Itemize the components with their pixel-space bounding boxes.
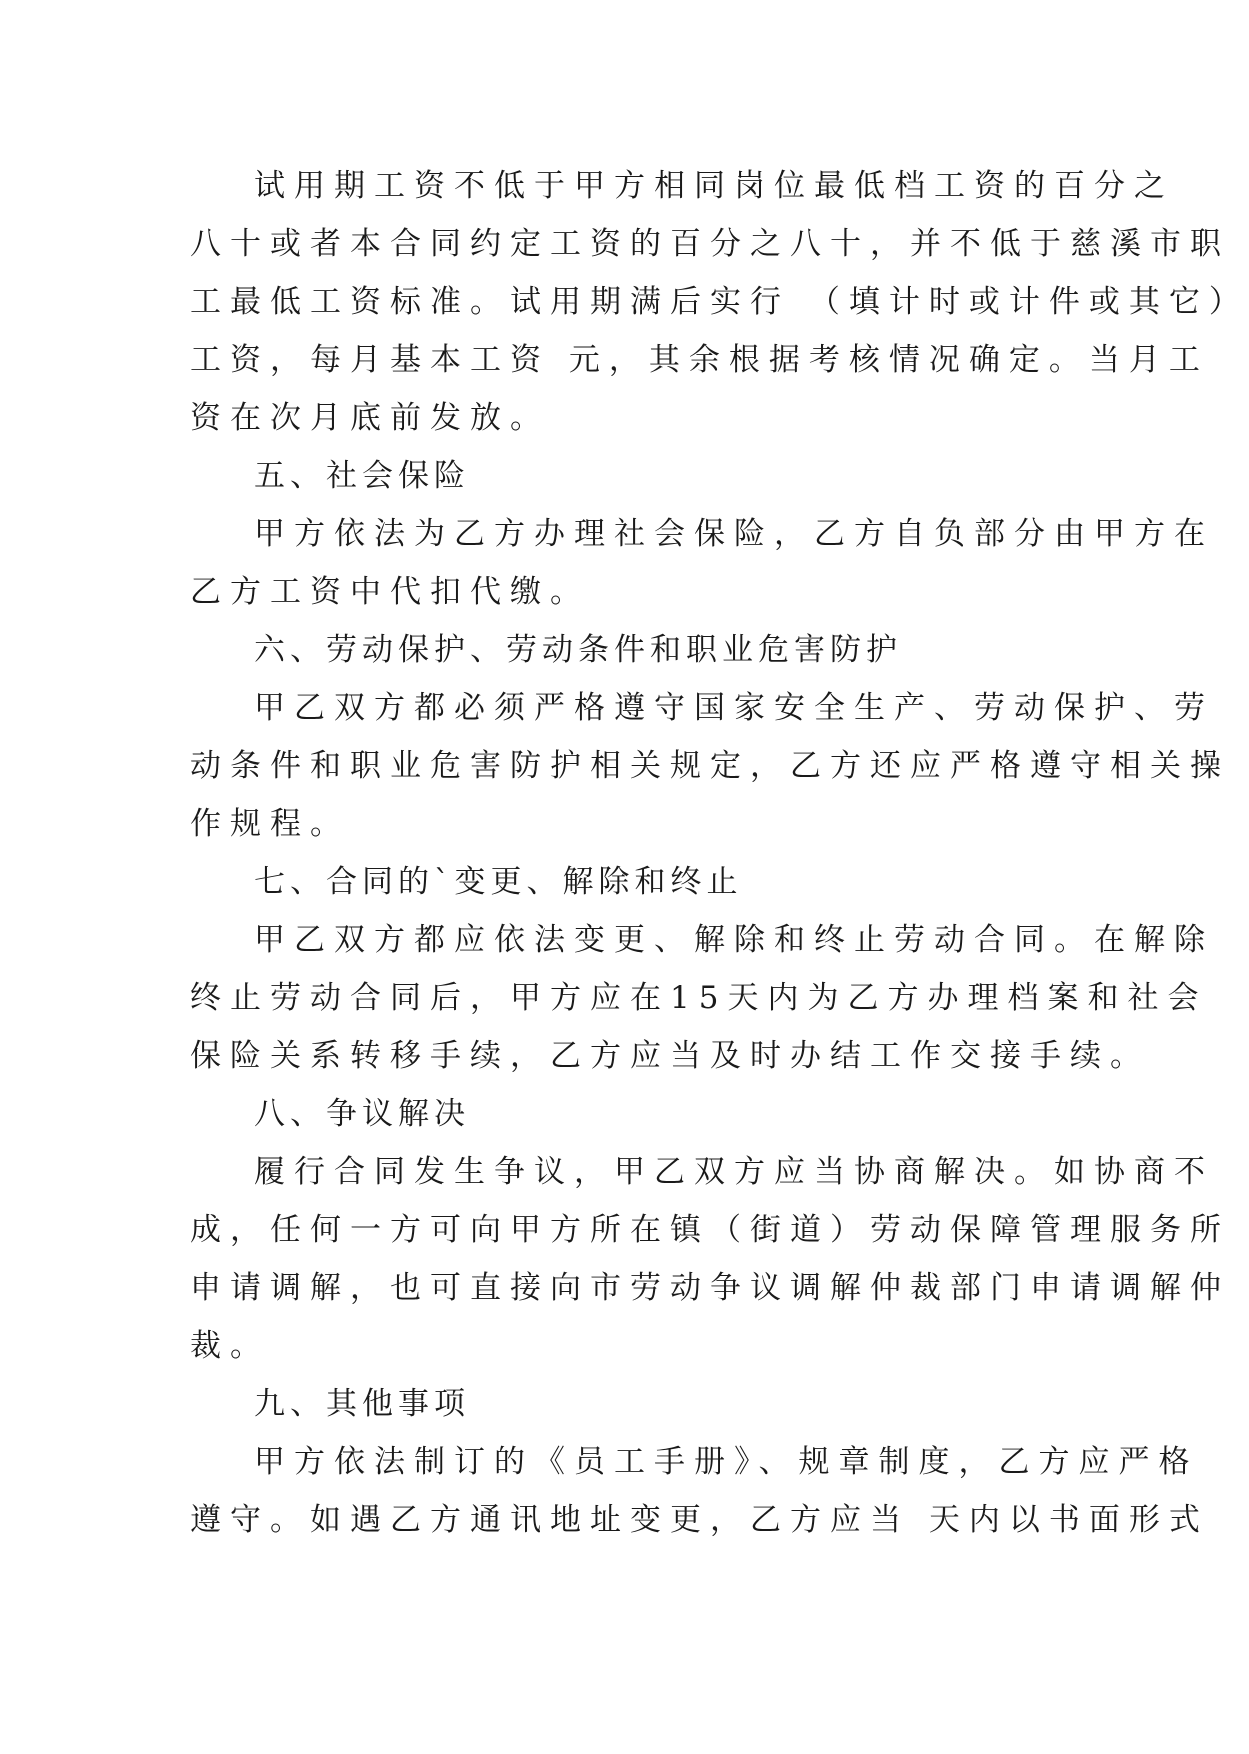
paragraph-line: 甲乙双方都必须严格遵守国家安全生产、劳动保护、劳 — [254, 690, 1214, 726]
paragraph-line: 八十或者本合同约定工资的百分之八十，并不低于慈溪市职 — [190, 226, 1230, 262]
paragraph-line: 甲方依法制订的《员工手册》、规章制度，乙方应严格 — [254, 1444, 1199, 1480]
paragraph-line: 遵守。如遇乙方通讯地址变更，乙方应当 天内以书面形式 — [190, 1502, 1209, 1538]
section-heading: 六、劳动保护、劳动条件和职业危害防护 — [254, 632, 902, 668]
paragraph-line: 甲方依法为乙方办理社会保险，乙方自负部分由甲方在 — [254, 516, 1214, 552]
section-heading: 七、合同的`变更、解除和终止 — [254, 864, 743, 900]
paragraph-line: 成，任何一方可向甲方所在镇（街道）劳动保障管理服务所 — [190, 1212, 1230, 1248]
paragraph-line: 工资，每月基本工资 元，其余根据考核情况确定。当月工 — [190, 342, 1209, 378]
paragraph-line: 工最低工资标准。试用期满后实行 （填计时或计件或其它） — [190, 284, 1249, 320]
paragraph-line: 履行合同发生争议，甲乙双方应当协商解决。如协商不 — [254, 1154, 1214, 1190]
paragraph-line: 作规程。 — [190, 806, 350, 842]
paragraph-line: 资在次月底前发放。 — [190, 400, 550, 436]
paragraph-line: 动条件和职业危害防护相关规定，乙方还应严格遵守相关操 — [190, 748, 1230, 784]
section-heading: 九、其他事项 — [254, 1386, 470, 1422]
section-heading: 五、社会保险 — [254, 458, 470, 494]
paragraph-line: 试用期工资不低于甲方相同岗位最低档工资的百分之 — [254, 168, 1174, 204]
paragraph-line: 乙方工资中代扣代缴。 — [190, 574, 590, 610]
section-heading: 八、争议解决 — [254, 1096, 470, 1132]
paragraph-line: 甲乙双方都应依法变更、解除和终止劳动合同。在解除 — [254, 922, 1214, 958]
paragraph-line: 终止劳动合同后，甲方应在15天内为乙方办理档案和社会 — [190, 980, 1208, 1016]
paragraph-line: 保险关系转移手续，乙方应当及时办结工作交接手续。 — [190, 1038, 1150, 1074]
paragraph-line: 裁。 — [190, 1328, 270, 1364]
paragraph-line: 申请调解，也可直接向市劳动争议调解仲裁部门申请调解仲 — [190, 1270, 1230, 1306]
